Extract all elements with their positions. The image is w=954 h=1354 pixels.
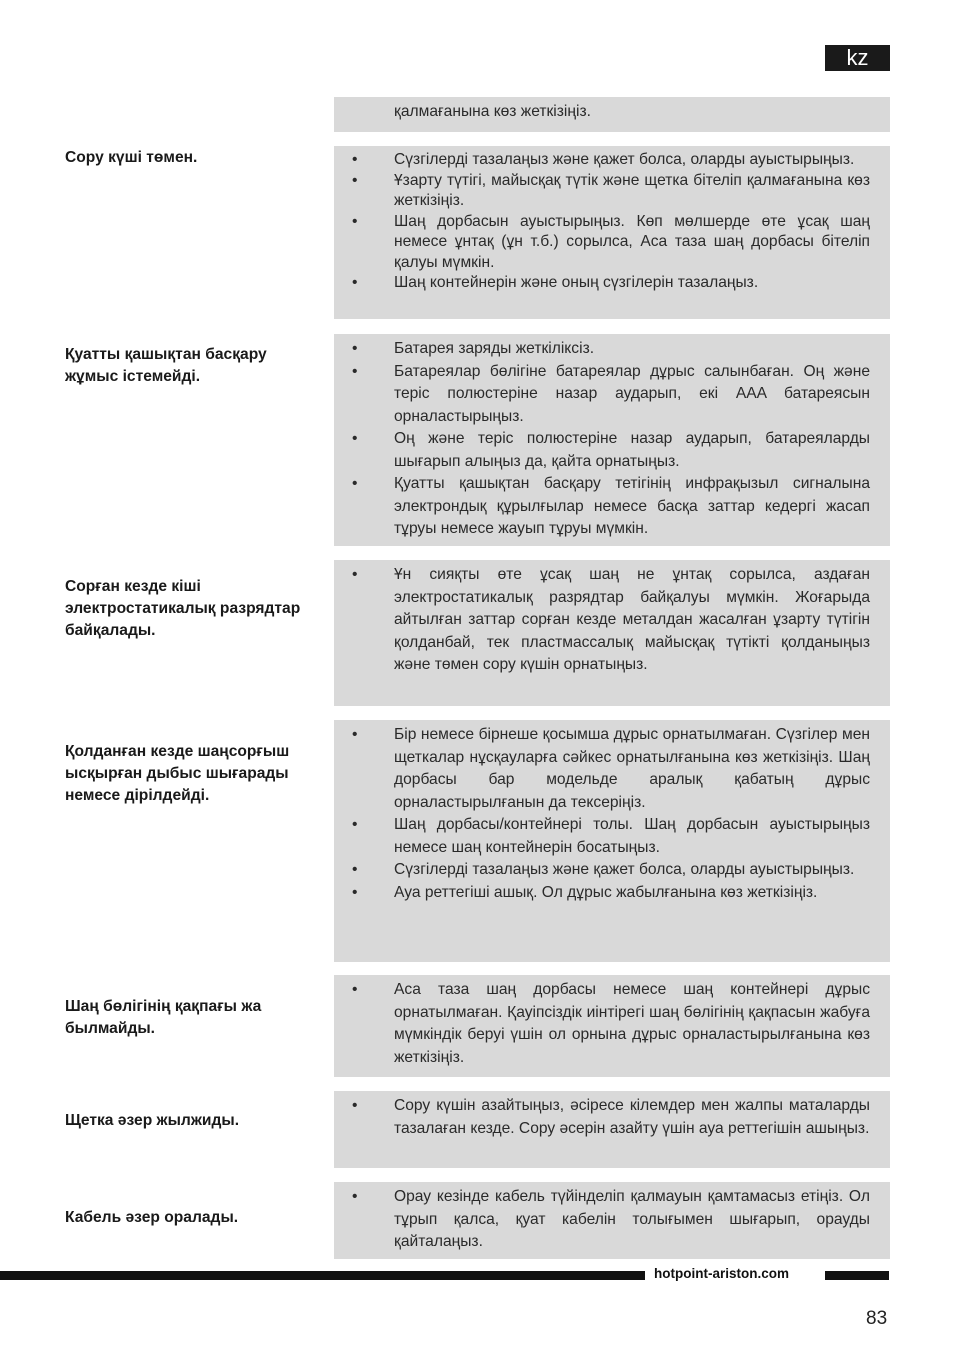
solution-text: Шаң дорбасын ауыстырыңыз. Көп мөлшерде өте ұсақ шаң немесе ұнтақ (ұн т.б.) сорылса, Аса таза шаң дорбасы бітеліп қалуы мүмкін. <box>394 212 870 271</box>
solution-text: Ауа реттегіші ашық. Ол дұрыс жабылғанына көз жеткізіңіз. <box>394 883 818 901</box>
solution-box <box>334 1091 890 1168</box>
solution-text: Оң және теріс полюстеріне назар аударып, батареяларды шығарып алыңыз да, қайта орнатыңыз. <box>394 430 870 470</box>
solution-item <box>334 150 870 171</box>
solution-text: Қуатты қашықтан басқару тетігінің инфрақызыл сигналына электрондық құрылғылар немесе басқа заттар кедергі жасап тұруы немесе жауып тұруы мүмкін. <box>394 475 870 537</box>
problem-label: Қолданған кезде шаңсорғыш ысқырған дыбыс шығарады немесе дірілдейді. <box>65 743 290 804</box>
problem-label: Щетка әзер жылжиды. <box>65 1112 240 1129</box>
problem-label: Сорған кезде кіші электростатикалық разрядтар байқалады. <box>65 578 301 639</box>
solution-item <box>334 724 870 814</box>
solution-item <box>334 273 870 294</box>
solution-box <box>334 1182 890 1259</box>
solution-item <box>334 1095 870 1140</box>
solution-item <box>334 212 870 274</box>
bullet-icon: • <box>352 212 358 230</box>
bullet-icon: • <box>352 340 358 357</box>
footer-rule-right <box>825 1271 889 1280</box>
solution-item <box>334 338 870 361</box>
solution-item <box>334 859 870 882</box>
solution-item <box>334 1186 870 1254</box>
bullet-icon: • <box>352 362 358 380</box>
solution-item <box>334 428 870 473</box>
bullet-icon: • <box>352 274 358 291</box>
bullet-icon: • <box>352 816 358 833</box>
page-number: 83 <box>866 1308 888 1329</box>
solution-text: Ұзарту түтігі, майысқақ түтік және щетка бітеліп қалмағанына көз жеткізіңіз. <box>394 171 870 209</box>
solution-text: Шаң дорбасы/контейнері толы. Шаң дорбасын ауыстырыңыз немесе шаң контейнерін босатыңыз. <box>394 816 870 856</box>
bullet-icon: • <box>352 726 358 743</box>
problem-label: Кабель әзер оралады. <box>65 1209 239 1226</box>
solution-text: Батареялар бөлігіне батареялар дұрыс салынбаған. Оң және теріс полюстеріне назар аударып, екі AAA батареясын орналастырыңыз. <box>394 362 870 425</box>
solution-box <box>334 720 890 962</box>
problem-label: Қуатты қашықтан басқару жұмыс істемейді. <box>65 346 267 385</box>
solution-item <box>334 814 870 859</box>
solution-text: Бір немесе бірнеше қосымша дұрыс орнатылмаған. Сүзгілер мен щеткалар нұсқауларға сәйкес орнатылғанына көз жеткізіңіз. Шаң дорбасы бар модельде аралық қабатың дұрыс орналастырылғанын да тексеріңіз. <box>394 726 870 811</box>
solution-text: Аса таза шаң дорбасы немесе шаң контейнері дұрыс орнатылмаған. Қауіпсіздік иінтірегі шаң бөлігінің қақпасын жабуға мүмкіндік беруі үшін ол орнына дұрыс орналастырылғанына көз жеткізіңіз. <box>394 981 870 1066</box>
footer-rule-left <box>0 1271 645 1280</box>
bullet-icon: • <box>352 475 358 492</box>
solution-text: Сору күшін азайтыңыз, әсіресе кілемдер мен жалпы маталарды тазалаған кезде. Сору әсерін азайту үшін ауа реттегішін ашыңыз. <box>394 1097 870 1137</box>
bullet-icon: • <box>352 1097 358 1114</box>
bullet-icon: • <box>352 1188 358 1205</box>
bullet-icon: • <box>352 861 358 878</box>
solution-text: Шаң контейнерін және оның сүзгілерін тазалаңыз. <box>394 274 759 291</box>
footer-website: hotpoint-ariston.com <box>654 1266 789 1281</box>
solution-item <box>334 101 870 124</box>
solution-text: Батарея заряды жеткіліксіз. <box>394 340 595 357</box>
bullet-icon: • <box>352 566 358 583</box>
solution-box <box>334 97 890 132</box>
solution-box <box>334 975 890 1077</box>
solution-item <box>334 979 870 1069</box>
bullet-icon: • <box>352 430 358 447</box>
problem-label: Сору күші төмен. <box>65 149 198 166</box>
solution-item <box>334 361 870 429</box>
solution-text: қалмағанына көз жеткізіңіз. <box>394 103 591 120</box>
solution-text: Ұн сияқты өте ұсақ шаң не ұнтақ сорылса, аздаған электростатикалық разрядтар байқалуы мүмкін. Жоғарыда айтылған заттар сорған кезде металдан жасалған ұзарту түтігін қолданбай, тек пластмассалық майысқақ түтікті қолданыңыз және төмен сору күшін орнатыңыз. <box>394 566 870 673</box>
solution-box <box>334 334 890 546</box>
problem-label: Шаң бөлігінің қақпағы жа былмайды. <box>65 998 262 1037</box>
solution-text: Орау кезінде кабель түйінделіп қалмауын қамтамасыз етіңіз. Ол тұрып қалса, қуат кабелін толығымен шығарып, орауды қайталаңыз. <box>394 1188 870 1250</box>
solution-text: Сүзгілерді тазалаңыз және қажет болса, оларды ауыстырыңыз. <box>394 151 855 168</box>
solution-item <box>334 473 870 541</box>
solution-item <box>334 882 870 905</box>
language-badge: kz <box>825 45 890 71</box>
bullet-icon: • <box>352 151 358 168</box>
solution-text: Сүзгілерді тазалаңыз және қажет болса, оларды ауыстырыңыз. <box>394 861 855 878</box>
solution-item <box>334 564 870 677</box>
solution-box <box>334 146 890 319</box>
bullet-icon: • <box>352 883 358 901</box>
solution-box <box>334 560 890 706</box>
bullet-icon: • <box>352 981 358 998</box>
bullet-icon: • <box>352 171 358 189</box>
solution-item <box>334 171 870 212</box>
